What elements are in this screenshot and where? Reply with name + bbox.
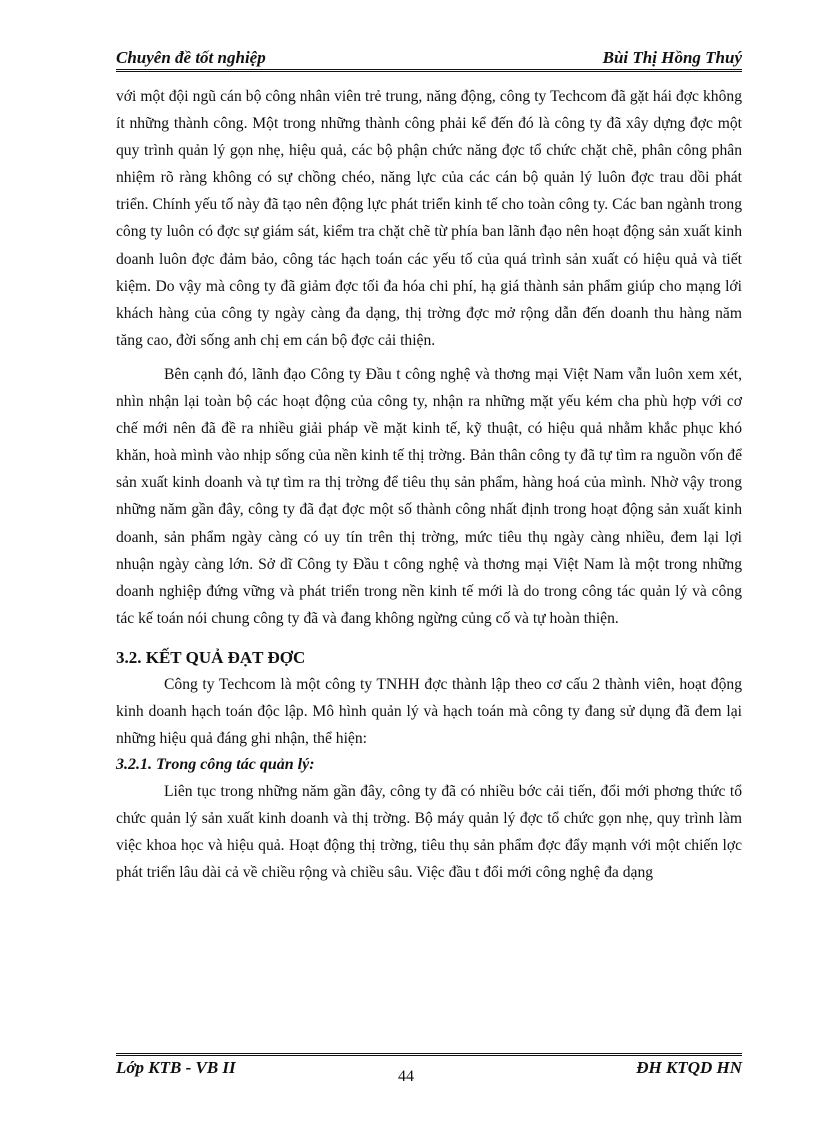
body-paragraph-1: với một đội ngũ cán bộ công nhân viên trẻ trung, năng động, công ty Techcom đã gặt hái đợc không ít những thành công. Một trong những thành công phải kể đến đó là công ty đã xây dựng đợc một quy trình quản lý gọn nhẹ, hiệu quả, các bộ phận chức năng đợc tổ chức chặt chẽ, phân công phân nhiệm rõ ràng không có sự chồng chéo, năng lực của các cán bộ quản lý luôn đợc trau dồi phát triển. Chính yếu tố này đã tạo nên động lực phát triển kinh tế cho toàn công ty. Các ban ngành trong công ty luôn có đợc sự giám sát, kiểm tra chặt chẽ từ phía ban lãnh đạo nên hoạt động sản xuất kinh doanh luôn đợc đảm bảo, công tác hạch toán các yếu tố của quá trình sản xuất có hiệu quả và tiết kiệm. Do vậy mà công ty đã giảm đợc tối đa hóa chi phí, hạ giá thành sản phẩm giúp cho mạng lới khách hàng của công ty ngày càng đa dạng, thị trờng đợc mở rộng dẫn đến doanh thu hàng năm tăng cao, đời sống anh chị em cán bộ đợc cải thiện. [116, 88, 742, 349]
body-paragraph-3: Công ty Techcom là một công ty TNHH đợc thành lập theo cơ cấu 2 thành viên, hoạt động kinh doanh hạch toán độc lập. Mô hình quản lý và hạch toán mà công ty đang sử dụng đã đem lại những hiệu quả đáng ghi nhận, thể hiện: [116, 675, 742, 748]
body-paragraph-2: Bên cạnh đó, lãnh đạo Công ty Đầu t công nghệ và thơng mại Việt Nam vẫn luôn xem xét, nhìn nhận lại toàn bộ các hoạt động của công ty, nhận ra những mặt yếu kém cha phù hợp với cơ chế mới nên đã đề ra nhiều giải pháp về mặt kinh tế, kỹ thuật, có hiệu quả nhằm khắc phục khó khăn, hoà mình vào nhịp sống của nền kinh tế thị trờng. Bản thân công ty đã tự tìm ra nguồn vốn để sản xuất kinh doanh và tự tìm ra thị trờng để tiêu thụ sản phẩm, hàng hoá của mình. Nhờ vậy trong những năm gần đây, công ty đã đạt đợc một số thành công nhất định trong hoạt động sản xuất kinh doanh, sản phẩm ngày càng có uy tín trên thị trờng, mức tiêu thụ ngày càng nhiều, đem lại lợi nhuận ngày càng lớn. Sở dĩ Công ty Đầu t công nghệ và thơng mại Việt Nam là một trong những doanh nghiệp đứng vững và phát triển trong nền kinh tế mới là do trong công tác quản lý và công tác kế toán nói chung công ty đã và đang không ngừng củng cố và tự hoàn thiện. [116, 365, 742, 627]
page-number: 44 [398, 1068, 414, 1085]
page-footer [116, 1058, 742, 1088]
header-thesis-title: Chuyên đề tốt nghiệp [116, 48, 266, 67]
footer-divider [116, 1053, 742, 1056]
page-body [116, 83, 742, 887]
footer-class-name: Lớp KTB - VB II [116, 1058, 236, 1077]
header-divider [116, 69, 742, 72]
header-author-name: Bùi Thị Hồng Thuý [602, 48, 742, 67]
body-paragraph-4: Liên tục trong những năm gần đây, công ty đã có nhiều bớc cải tiến, đổi mới phơng thức tổ chức quản lý sản xuất kinh doanh và thị trờng. Bộ máy quản lý đợc tổ chức gọn nhẹ, quy trình làm việc khoa học và hiệu quả. Hoạt động thị trờng, tiêu thụ sản phẩm đợc đẩy mạnh với một chiến lợc phát triển lâu dài cả về chiều rộng và chiều sâu. Việc đầu t đổi mới công nghệ đa dạng [116, 783, 742, 882]
subsection-heading-3-2-1: 3.2.1. Trong công tác quản lý: [116, 756, 315, 774]
footer-university: ĐH KTQD HN [636, 1058, 742, 1077]
section-heading-3-2: 3.2. KẾT QUẢ ĐẠT ĐỢC [116, 647, 306, 667]
page-header [116, 48, 742, 70]
